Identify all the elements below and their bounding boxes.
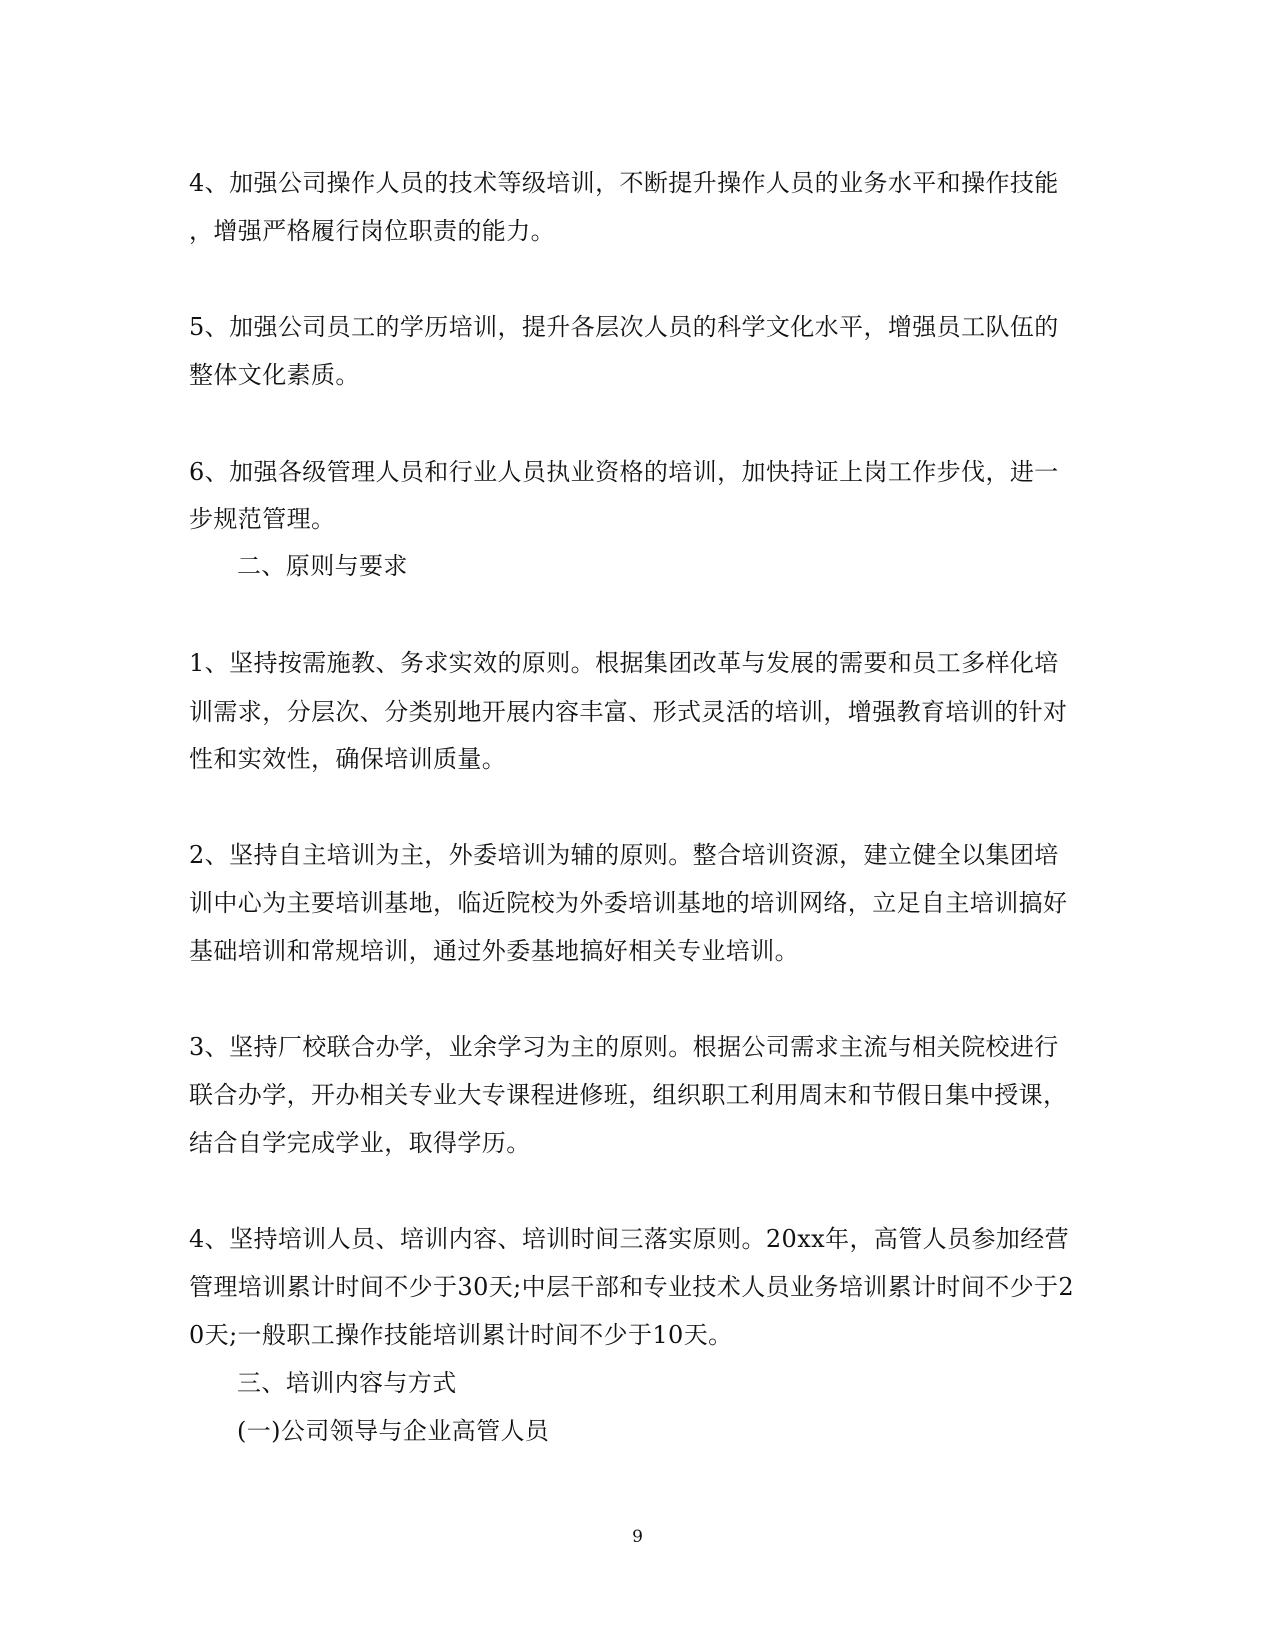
subsection-heading: (一)公司领导与企业高管人员 bbox=[237, 1417, 550, 1445]
paragraph-line: 5、加强公司员工的学历培训，提升各层次人员的科学文化水平，增强员工队伍的 bbox=[189, 313, 1059, 341]
paragraph-line: 训中心为主要培训基地，临近院校为外委培训基地的培训网络，立足自主培训搞好 bbox=[189, 889, 1068, 917]
paragraph-line: 结合自学完成学业，取得学历。 bbox=[189, 1129, 531, 1157]
paragraph-line: 3、坚持厂校联合办学，业余学习为主的原则。根据公司需求主流与相关院校进行 bbox=[189, 1033, 1059, 1061]
paragraph-line: 联合办学，开办相关专业大专课程进修班，组织职工利用周末和节假日集中授课， bbox=[189, 1081, 1068, 1109]
paragraph-line: 基础培训和常规培训，通过外委基地搞好相关专业培训。 bbox=[189, 937, 799, 965]
paragraph-line: 6、加强各级管理人员和行业人员执业资格的培训，加快持证上岗工作步伐，进一 bbox=[189, 458, 1059, 486]
paragraph-line: 步规范管理。 bbox=[189, 505, 336, 533]
page-number: 9 bbox=[632, 1527, 643, 1547]
paragraph-line: 1、坚持按需施教、务求实效的原则。根据集团改革与发展的需要和员工多样化培 bbox=[189, 649, 1059, 677]
paragraph-line: 0天;一般职工操作技能培训累计时间不少于10天。 bbox=[189, 1321, 733, 1349]
paragraph-line: 2、坚持自主培训为主，外委培训为辅的原则。整合培训资源，建立健全以集团培 bbox=[189, 841, 1059, 869]
paragraph-line: 整体文化素质。 bbox=[189, 361, 360, 389]
paragraph-line: 4、加强公司操作人员的技术等级培训，不断提升操作人员的业务水平和操作技能 bbox=[189, 169, 1059, 197]
paragraph-line: 训需求，分层次、分类别地开展内容丰富、形式灵活的培训，增强教育培训的针对 bbox=[189, 698, 1068, 726]
paragraph-line: ，增强严格履行岗位职责的能力。 bbox=[189, 217, 555, 245]
section-heading: 三、培训内容与方式 bbox=[237, 1369, 457, 1397]
paragraph-line: 管理培训累计时间不少于30天;中层干部和专业技术人员业务培训累计时间不少于2 bbox=[189, 1273, 1075, 1301]
section-heading: 二、原则与要求 bbox=[237, 552, 408, 580]
paragraph-line: 性和实效性，确保培训质量。 bbox=[189, 745, 507, 773]
paragraph-line: 4、坚持培训人员、培训内容、培训时间三落实原则。20xx年，高管人员参加经营 bbox=[189, 1225, 1070, 1253]
